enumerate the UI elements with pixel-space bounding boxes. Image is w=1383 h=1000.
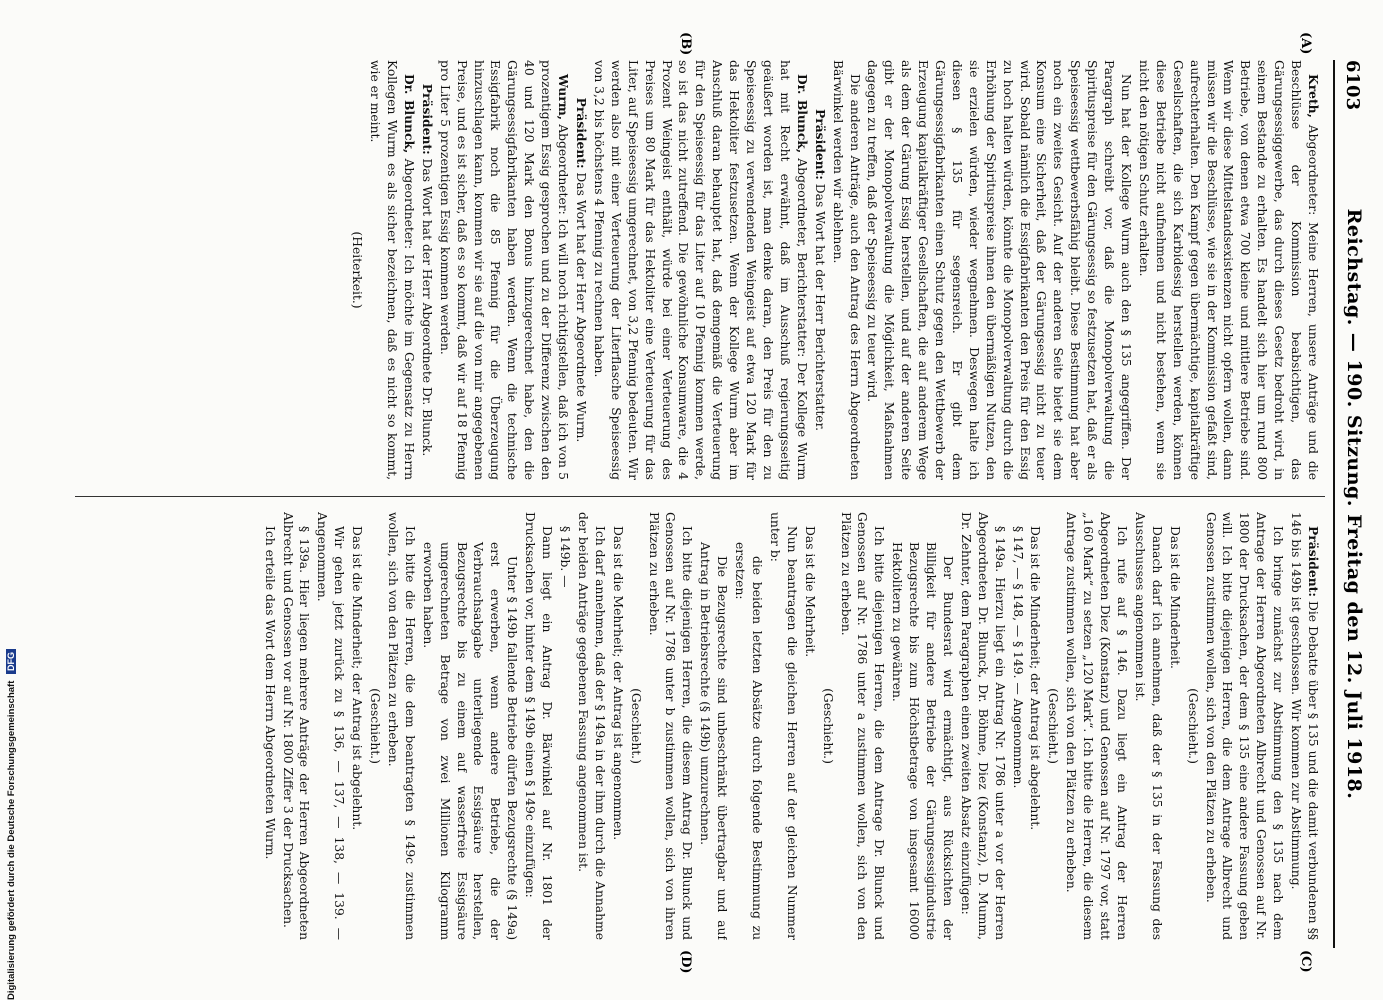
column-divider	[75, 496, 1325, 497]
paragraph-text: Abgeordneter: Meine Herren, unsere Anträge und die Beschlüsse der Kommission beabsichtigen, das Gärungsessiggewerbe, das durch dieses Gesetz bedroht wird, in seinem Bestande zu erhalten. Es handelt sich hier um rund 800 Betriebe, von denen etwa 700 kleine und mittlere Betriebe sind. Wenn wir diese Mittelstandsexistenzen nicht opfern wollen, dann müssen wir die Beschlüsse, wie sie in der Kommission gefaßt sind, aufrechterhalten. Den Kampf gegen übermächtige, kapitalkräftige Gesellschaften, die sich Karbidessig herstellen werden, können diese Betriebe nicht aufnehmen und nicht bestehen, wenn sie nicht den nötigen Schutz erhalten.	[1136, 60, 1320, 480]
speaker-name: Präsident:	[812, 108, 828, 180]
digitization-footer	[6, 10, 17, 1000]
paragraph	[572, 60, 589, 480]
page-title: Reichstag. — 190. Sitzung. Freitag den 12. Juli 1918.	[1343, 208, 1365, 800]
paragraph	[590, 60, 810, 480]
paragraph	[556, 512, 573, 940]
paragraph-text: Abgeordneter: Ich möchte im Gegensatz zu Herrn Kollegen Wurm es als sicher bezeichnen, daß es nicht so kommt, wie er meint.	[368, 60, 416, 480]
paragraph-text: Abgeordneter: Ich will noch richtigstellen, daß ich von 5 prozentigem Essig gesprochen und zu der Differenz zwischen den 40 und 120 Mark den Bonus hinzugerechnet habe, den die Gärungsessigfabrikanten haben werden. Wenn die technische Essigfabrik noch die 85 Pfennig für die Überzeugung hinzuschlagen kann, kommen wir sie auf die von mir angegebenen Preise, und es ist sicher, daß es so kommt, daß wir auf 18 Pfennig pro Liter 5 prozentigen Essig kommen werden.	[437, 60, 571, 480]
paragraph-text: Das ist die Mehrheit.	[802, 526, 817, 658]
paragraph-text: (Geschieht.)	[368, 688, 383, 764]
paragraph-text: Wir gehen jetzt zurück zu § 136, — 137, — 138, — 139. — Angenommen.	[315, 512, 347, 940]
paragraph-text: Ich bitte die Herren, die dem beantragten § 149c zustimmen wollen, sich von den Plätzen zu erheben.	[385, 512, 417, 940]
paragraph-text: Dann liegt ein Antrag Dr. Bärwinkel auf Nr. 1801 der Drucksachen vor, hinter dem § 149b einen § 149c einzufügen:	[523, 512, 555, 940]
paragraph	[801, 512, 818, 940]
paragraph	[1009, 512, 1026, 940]
page-number: 6103	[1342, 60, 1363, 111]
speaker-name: Wurm,	[556, 74, 572, 121]
paragraph-text: (Heiterkeit.)	[350, 231, 365, 309]
paragraph	[609, 512, 626, 940]
paragraph	[1131, 512, 1165, 940]
paragraph-text: Ich bitte diejenigen Herren, die dem Antrage Dr. Blunck und Genossen auf Nr. 1786 unter a zustimmen wollen, sich von den Plätzen zu erheben.	[838, 512, 887, 940]
paragraph-text: (Geschieht.)	[820, 688, 835, 764]
speaker-name: Präsident:	[419, 83, 435, 155]
paragraph-text: Ich bitte diejenigen Herren, die diesem Antrag Dr. Blunck und Genossen auf Nr. 1786 unter b zustimmen wollen, sich von ihren Plätzen zu erheben.	[646, 512, 695, 940]
speaker-name: Kreth,	[1306, 74, 1321, 118]
paragraph	[366, 60, 417, 480]
paragraph	[1135, 60, 1321, 480]
paragraph	[837, 512, 888, 940]
paragraph-text: Das Wort hat der Herr Abgeordnete Wurm.	[574, 168, 589, 443]
paragraph-text: Ich darf annehmen, daß der § 149a in der ihm durch die Annahme der beiden Anträge gegebenen Fassung angenommen ist.	[575, 512, 607, 940]
page-header	[1333, 60, 1369, 948]
dfg-logo: DFG	[6, 649, 16, 674]
paragraph-text: Ich rufe auf § 146. Dazu liegt ein Antrag der Herren Abgeordneten Diez (Konstanz) und Genossen auf Nr. 1797 vor, statt „160 Mark“ zu setzen „120 Mark“. Ich bitte die Herren, die diesem Antrage zustimmen wollen, sich von den Plätzen zu erheben.	[1064, 512, 1130, 940]
margin-mark-c: (C)	[1298, 950, 1313, 973]
paragraph-text: (Geschieht.)	[628, 688, 643, 764]
paragraph-text: Das ist die Minderheit.	[1167, 526, 1182, 669]
paragraph	[888, 512, 956, 940]
paragraph-text: die beiden letzten Absätze durch folgende Bestimmung zu ersetzen:	[733, 542, 764, 940]
paragraph	[1166, 512, 1183, 940]
paragraph	[1202, 512, 1287, 940]
paragraph-text: Ich bringe zunächst zur Abstimmung den § 135 nach dem Antrage der Herren Abgeordneten Albrecht und Genossen auf Nr. 1800 der Drucksachen, der dem § 135 eine andere Fassung geben will. Ich bitte diejenigen Herren, die dem Antrage Albrecht und Genossen zustimmen wollen, sich von den Plätzen zu erheben.	[1203, 512, 1286, 940]
paragraph-text: Ich erteile das Wort dem Herrn Abgeordneten Wurm.	[262, 526, 277, 860]
paragraph	[1184, 512, 1201, 940]
right-column	[121, 512, 1321, 940]
paragraph	[313, 512, 347, 940]
paragraph	[279, 512, 313, 940]
paragraph	[261, 512, 278, 940]
paragraph-text: § 139a. Hier liegen mehrere Anträge der Herren Abgeordneten Albrecht und Genossen vor auf Nr. 1800 Ziffer 3 der Drucksachen.	[280, 512, 312, 940]
paragraph-text: Nun beantragen die gleichen Herren auf der gleichen Nummer unter b:	[767, 512, 799, 940]
margin-mark-b: (B)	[678, 32, 693, 56]
paragraph	[864, 60, 1135, 480]
paragraph-text: Abgeordneter, Berichterstatter: Der Kollege Wurm hat mit Recht erwähnt, daß im Ausschuß regierungsseitig geäußert worden ist, man denke daran, den Preis für den zu Speiseessig zu verwendenden Weingeist auf etwa 120 Mark für das Hektoliter festzusetzen. Wenn der Kollege Wurm aber im Anschluß daran behauptet hat, daß demgemäß die Verteuerung für den Speiseessig für das Liter auf 10 Pfennig kommen werde, so ist das nicht zutreffend. Die gewöhnliche Konsumware, die 4 Prozent Weingeist enthält, würde bei einer Verteuerung des Preises um 80 Mark für das Hektoliter eine Verteuerung für das Liter, auf Speiseessig umgerechnet, von 3,2 Pfennig bedeuten. Wir werden also mit einer Verteuerung der Literflasche Speiseessig von 3,2 bis höchstens 4 Pfennig zu rechnen haben.	[591, 60, 809, 480]
paragraph	[348, 512, 365, 940]
paragraph-text: Das Wort hat der Herr Abgeordnete Dr. Blunck.	[419, 154, 434, 457]
paragraph	[1045, 512, 1062, 940]
paragraph	[436, 60, 571, 480]
paragraph	[418, 60, 435, 480]
paragraph-text: Der Bundesrat wird ermächtigt, aus Rücksichten der Billigkeit für andere Betriebe der Gärungsessigindustrie Bezugsrechte bis zum Höchstbetrage von insgesamt 16000 Hektolitern zu gewähren.	[890, 542, 955, 940]
paragraph-text: § 149a. Hierzu liegt ein Antrag Nr. 1786 unter a vor der Herren Abgeordneten Dr. Blunck, Dr. Böhme, Diez (Konstanz), D. Mumm, Dr. Zehnter, dem Paragraphen einen zweiten Absatz einzufügen:	[958, 512, 1007, 940]
paragraph	[819, 512, 836, 940]
paragraph-text: Das ist die Mehrheit; der Antrag ist angenommen.	[610, 526, 625, 841]
paragraph	[574, 512, 608, 940]
paragraph	[366, 512, 383, 940]
paragraph	[419, 512, 520, 940]
speaker-name: Präsident:	[574, 97, 590, 169]
paragraph	[645, 512, 696, 940]
paragraph-text: Unter § 149b fallende Betriebe dürfen Bezugsrechte (§ 149a) erst erwerben, wenn andere Betriebe, die der Verbrauchsabgabe unterliegende Essigsäure herstellen, Bezugsrechte bis zu einem auf wasserfreie Essigsäure umgerechneten Betrage von zwei Millionen Kilogramm erworben haben.	[420, 542, 520, 940]
paragraph-text: Die anderen Anträge, auch den Antrag des Herrn Abgeordneten Bärwinkel werden wir ablehnen.	[830, 60, 862, 480]
paragraph-text: (Geschieht.)	[1185, 688, 1200, 764]
paragraph	[1062, 512, 1130, 940]
paragraph-text: Das ist die Minderheit; der Antrag ist abgelehnt.	[350, 526, 365, 831]
paragraph	[731, 512, 765, 940]
paragraph-text: Nun hat der Kollege Wurm auch den § 135 angegriffen. Der Paragraph schreibt vor, daß die Monopolverwaltung die Spirituspreise für den Gärungsessig so festzusetzen hat, daß er als Speiseessig wettbewerbsfähig bleibt. Diese Bestimmung hat aber noch ein zweites Gesicht. Auf der anderen Seite bietet sie dem Konsum eine Sicherheit, daß der Gärungsessig nicht zu teuer wird. Sobald nämlich die Essigfabrikanten den Preis für den Essig zu hoch halten würden, könnte die Monopolverwaltung durch die Erhöhung der Spirituspreise ihnen den übermäßigen Nutzen, den sie erzielen würden, wieder wegnehmen. Deswegen halte ich diesen § 135 für segensreich. Er gibt dem Gärungsessigfabrikanten einen Schutz gegen den Wettbewerb der Erzeugung kapitalkräftiger Gesellschaften, die auf anderem Wege als dem der Gärung Essig herstellen, und auf der anderen Seite gibt er der Monopolverwaltung die Möglichkeit, Maßnahmen dagegen zu treffen, daß der Speiseessig zu teuer wird.	[865, 60, 1134, 480]
paragraph	[696, 512, 730, 940]
paragraph	[957, 512, 1008, 940]
paragraph	[384, 512, 418, 940]
paragraph-text: (Geschieht.)	[1046, 688, 1061, 764]
paragraph	[829, 60, 863, 480]
paragraph	[811, 60, 828, 480]
paragraph	[766, 512, 800, 940]
paragraph-text: Die Bezugsrechte sind unbeschränkt übertragbar und auf Antrag in Betriebsrechte (§ 149b) umzurechnen.	[698, 542, 730, 940]
paragraph-text: § 147, — § 148, — § 149. — Angenommen.	[1010, 526, 1025, 789]
paragraph-text: § 149b. —	[558, 526, 573, 588]
paragraph	[1287, 512, 1321, 940]
margin-mark-a: (A)	[1298, 32, 1313, 55]
paragraph	[521, 512, 555, 940]
paragraph-text: Das Wort hat der Herr Berichterstatter.	[812, 179, 827, 432]
speaker-name: Dr. Blunck,	[401, 74, 417, 154]
left-column	[121, 60, 1321, 480]
paragraph-text: Danach darf ich annehmen, daß der § 135 in der Fassung des Ausschusses angenommen ist.	[1132, 512, 1164, 940]
margin-mark-d: (D)	[678, 950, 693, 974]
speaker-name: Dr. Blunck,	[794, 74, 810, 154]
paragraph	[627, 512, 644, 940]
footer-text: Digitalisierung gefördert durch die Deutsche Forschungsgemeinschaft	[6, 680, 17, 1000]
paragraph	[348, 60, 365, 480]
speaker-name: Präsident:	[1306, 526, 1321, 597]
paragraph	[1027, 512, 1044, 940]
paragraph-text: Das ist die Minderheit; der Antrag ist abgelehnt.	[1028, 526, 1043, 831]
paragraph-text: Die Debatte über § 135 und die damit verbundenen §§ 146 bis 149b ist geschlossen. Wir kommen zur Abstimmung.	[1289, 512, 1320, 940]
